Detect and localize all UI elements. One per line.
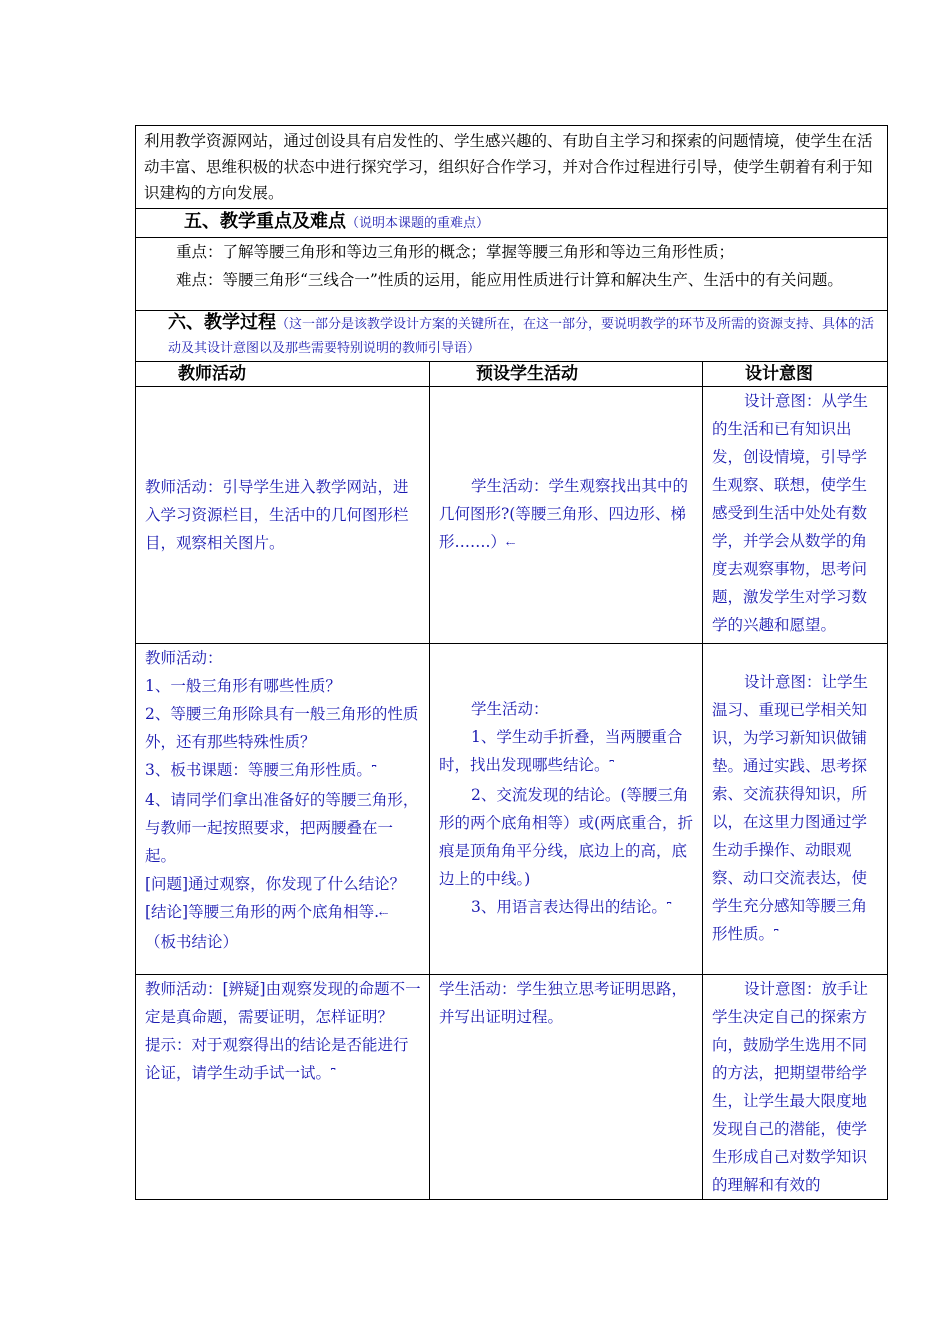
student-activity-cell <box>430 975 703 1200</box>
student-activity-text: 学生活动：学生独立思考证明思路，并写出证明过程。 <box>439 980 688 1026</box>
section6-note: （这一部分是该教学设计方案的关键所在，在这一部分，要说明教学的环节及所需的资源支持、具体的活动及其设计意图以及那些需要特别说明的教师引导语） <box>168 317 875 356</box>
teacher-activity-line: [问题]通过观察，你发现了什么结论？ <box>145 875 406 893</box>
document-page <box>135 125 887 1200</box>
teacher-activity-line: 教师活动：[辨疑]由观察发现的命题不一定是真命题，需要证明，怎样证明？ <box>145 980 421 1026</box>
student-activity-cell <box>430 644 703 975</box>
column-header-intent: 设计意图 <box>703 362 888 387</box>
section5-header <box>136 209 888 238</box>
teacher-activity-line: 4、请同学们拿出准备好的等腰三角形，与教师一起按照要求，把两腰叠在一起。 <box>145 791 419 865</box>
design-intent-cell <box>703 387 888 644</box>
student-activity-text: 学生活动：学生观察找出其中的几何图形?(等腰三角形、四边形、梯形…….） <box>439 477 689 551</box>
lesson-plan-table <box>135 125 888 1200</box>
student-activity-line: 2、交流发现的结论。(等腰三角形的两个底角相等）或(两底重合，折痕是顶角角平分线，底边上的高，底边上的中线。) <box>439 786 694 888</box>
paragraph-mark-icon: ⎴ <box>774 929 779 942</box>
student-activity-cell <box>430 387 703 644</box>
table-row <box>136 387 888 644</box>
student-activity-line: 1、学生动手折叠，当两腰重合时，找出发现哪些结论。 <box>439 728 683 774</box>
paragraph-mark-icon: ⎴ <box>609 760 614 773</box>
column-header-student: 预设学生活动 <box>430 362 703 387</box>
teacher-activity-line: （板书结论） <box>145 933 239 951</box>
design-intent-text: 设计意图：放手让学生决定自己的探索方向，鼓励学生选用不同的方法，把期望带给学生，让学生最大限度地发现自己的潜能，使学生形成自己对数学知识的理解和有效的 <box>712 980 869 1194</box>
teacher-activity-cell <box>136 387 430 644</box>
teacher-activity-cell <box>136 644 430 975</box>
teacher-activity-line: 3、板书课题：等腰三角形性质。 <box>145 761 372 779</box>
key-point: 重点：了解等腰三角形和等边三角形的概念；掌握等腰三角形和等边三角形性质； <box>176 243 735 261</box>
student-activity-line: 学生活动： <box>471 700 549 718</box>
arrow-mark-icon: ⇠ <box>379 907 389 920</box>
table-row <box>136 975 888 1200</box>
table-row <box>136 644 888 975</box>
design-intent-cell <box>703 975 888 1200</box>
paragraph-mark-icon: ⎴ <box>331 1068 336 1081</box>
section6-title: 六、教学过程 <box>168 312 276 333</box>
teacher-activity-line: 2、等腰三角形除具有一般三角形的性质外，还有那些特殊性质？ <box>145 705 419 751</box>
section6-header <box>136 311 888 362</box>
section5-note: （说明本课题的重难点） <box>346 216 490 231</box>
design-intent-cell <box>703 644 888 975</box>
section5-title: 五、教学重点及难点 <box>184 211 346 232</box>
column-header-teacher: 教师活动 <box>136 362 430 387</box>
intro-paragraph: 利用教学资源网站，通过创设具有启发性的、学生感兴趣的、有助自主学习和探索的问题情境，使学生在活动丰富、思维积极的状态中进行探究学习，组织好合作学习，并对合作过程进行引导，使学生朝着有利于知识建构的方向发展。 <box>136 126 888 209</box>
student-activity-line: 3、用语言表达得出的结论。 <box>471 898 667 916</box>
design-intent-text: 设计意图：从学生的生活和已有知识出发，创设情境，引导学生观察、联想，使学生感受到生活中处处有数学，并学会从数学的角度去观察事物，思考问题，激发学生对学习数学的兴趣和愿望。 <box>712 392 869 634</box>
teacher-activity-line: 提示：对于观察得出的结论是否能进行论证，请学生动手试一试。 <box>145 1036 409 1082</box>
section5-content <box>136 238 888 311</box>
teacher-activity-line: 1、一般三角形有哪些性质？ <box>145 677 341 695</box>
teacher-activity-cell <box>136 975 430 1200</box>
paragraph-mark-icon: ⎴ <box>371 765 377 778</box>
paragraph-mark-icon: ⎴ <box>666 902 672 915</box>
teacher-activity-line: [结论]等腰三角形的两个底角相等. <box>145 903 380 921</box>
design-intent-text: 设计意图：让学生温习、重现已学相关知识，为学习新知识做铺垫。通过实践、思考探索、交流获得知识，所以，在这里力图通过学生动手操作、动眼观察、动口交流表达，使学生充分感知等腰三角形性质。 <box>712 673 869 943</box>
teacher-activity-text: 教师活动：引导学生进入教学网站，进入学习资源栏目，生活中的几何图形栏目，观察相关图片。 <box>145 478 409 552</box>
teacher-activity-line: 教师活动： <box>145 649 223 667</box>
arrow-mark-icon: ⇠ <box>505 537 516 550</box>
difficulty: 难点：等腰三角形“三线合一”性质的运用，能应用性质进行计算和解决生产、生活中的有关问题。 <box>176 271 843 289</box>
